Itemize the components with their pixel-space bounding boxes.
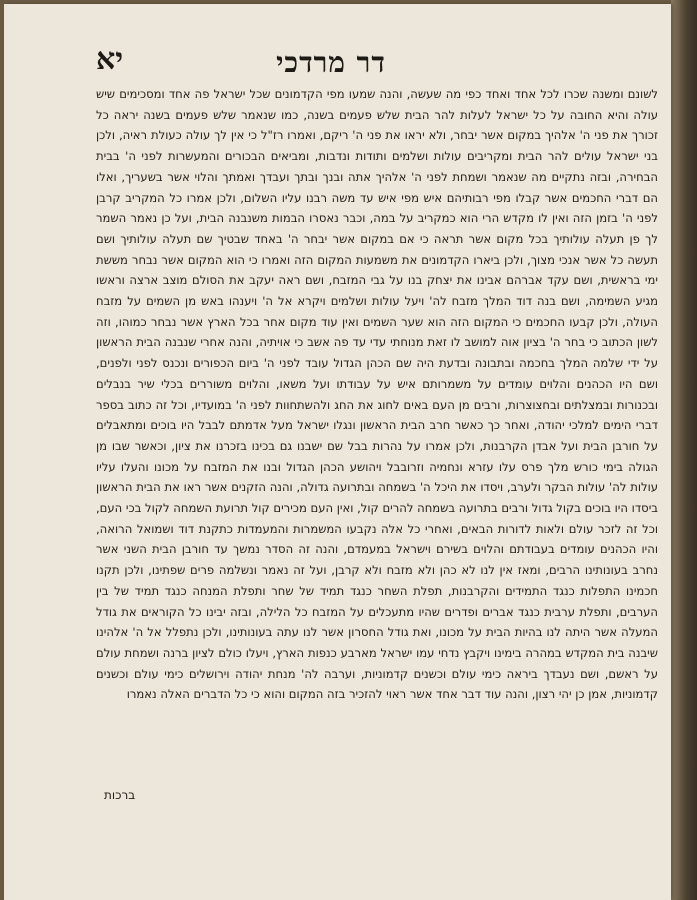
running-head: דר מרדכי	[276, 46, 386, 79]
page-header	[96, 42, 566, 82]
body-paragraph: לשונם ומשנה שכרו לכל אחד ואחד כפי מה שעשה, והנה שמעו מפי הקדמונים שכל ישראל פה אחד ומסכימים שיש עולה והיא החובה על כל ישראל לעלות להר הבית שלש פעמים בשנה, כמו שנאמר שלש פעמים בשנה יראה כל זכורך את פני ה' אלהיך במקום אשר יבחר, ולא יראו את פני ה' ריקם, ואמרו רז"ל כי אין לך עולה כעולת ראיה, ולכן בני ישראל עולים להר הבית ומקריבים עולות ושלמים ותודות ונדבות, ומביאים הבכורים והמעשרות לפני ה' בבית הבחירה, ובזה נתקיים מה שנאמר ושמחת לפני ה' אלהיך אתה ובנך ובתך ועבדך ואמתך והלוי אשר בשעריך, ואלו הם דברי החכמים אשר קבלו מפי רבותיהם איש מפי איש עד משה רבנו עליו השלום, ולכן אמרו כל המקריב קרבן לפני ה' בזמן הזה ואין לו מקדש הרי הוא כמקריב על במה, וכבר נאסרו הבמות משנבנה הבית, ועל כן נאמר השמר לך פן תעלה עולותיך בכל מקום אשר תראה כי אם במקום אשר יבחר ה' באחד שבטיך שם תעלה עולותיך ושם תעשה כל אשר אנכי מצוך, ולכן ביארו הקדמונים את משמעות המקום הזה ואמרו כי הוא המקום אשר נבחר מששת ימי בראשית, ושם עקד אברהם אבינו את יצחק בנו על גבי המזבח, ושם ראה יעקב את הסולם מוצב ארצה וראשו מגיע השמימה, ושם בנה דוד המלך מזבח לה' ויעל עולות ושלמים ויקרא אל ה' ויענהו באש מן השמים על מזבח העולה, ולכן קבעו החכמים כי המקום הזה הוא שער השמים ואין עוד מקום אחר בכל הארץ אשר נבחר כמוהו, וזה לשון הכתוב כי בחר ה' בציון אוה למושב לו זאת מנוחתי עדי עד פה אשב כי אויתיה, והנה אחרי שנבנה הבית הראשון על ידי שלמה המלך בחכמה ובתבונה ובדעת היה שם הכהן הגדול עובד לפני ה' ביום הכפורים ונכנס לפני ולפנים, ושם היו הכהנים והלוים עומדים על משמרותם איש על עבודתו ועל משאו, והלוים משוררים בכלי שיר בנבלים ובכנורות ובמצלתים ובחצוצרות, ורבים מן העם באים לחוג את החג ולהשתחוות לפני ה' במועדיו, וכל זה כתוב בספר דברי הימים למלכי יהודה, ואחר כך כאשר חרב הבית הראשון ונגלו ישראל מעל אדמתם לבבל היו בוכים ומתאבלים על חורבן הבית ועל אבדן הקרבנות, ולכן אמרו על נהרות בבל שם ישבנו גם בכינו בזכרנו את ציון, וכאשר שבו מן הגולה בימי כורש מלך פרס עלו עזרא ונחמיה וזרובבל ויהושע הכהן הגדול ובנו את המזבח על מכונו והעלו עליו עולות לה' עולות הבקר ולערב, ויסדו את היכל ה' בשמחה ובתרועה גדולה, והנה הזקנים אשר ראו את הבית הראשון ביסדו היו בוכים בקול גדול ורבים בתרועה בשמחה להרים קול, ואין העם מכירים קול תרועת השמחה לקול בכי העם, וכל זה לזכר עולם ולאות לדורות הבאים, ואחרי כל אלה נקבעו המשמרות והמעמדות כתקנת דוד ושמואל הרואה, והיו הכהנים עומדים בעבודתם והלוים בשירם וישראל במעמדם, והנה זה הסדר נמשך עד חורבן הבית השני אשר נחרב בעונותינו הרבים, ומאז אין לנו לא כהן ולא מזבח ולא קרבן, ועל זה נאמר ונשלמה פרים שפתינו, ולכן תקנו חכמינו התפלות כנגד התמידים והקרבנות, תפלת השחר כנגד תמיד של שחר ותפלת המנחה כנגד תמיד של בין הערבים, ותפלת ערבית כנגד אברים ופדרים שהיו מתעכלים על המזבח כל הלילה, ובזה יבינו כל הקוראים את גודל המעלה אשר היתה לנו בהיות הבית על מכונו, ואת גודל החסרון אשר לנו עתה בעונותינו, ולכן נתפלל אל ה' אלהינו שיבנה בית המקדש במהרה בימינו ויקבץ נדחי עמו ישראל מארבע כנפות הארץ, ויעלו כולם לציון ברנה ושמחת עולם על ראשם, ושם נעבדך ביראה כימי עולם וכשנים קדמוניות, וערבה לה' מנחת יהודה וירושלים כימי עולם וכשנים קדמוניות, אמן כן יהי רצון, והנה עוד דבר אחד אשר ראוי להזכיר בזה המקום והוא כי כל הדברים האלה נאמרו	[96, 87, 658, 702]
catchword: ברכות	[104, 788, 136, 802]
page-number: יא	[96, 42, 124, 77]
body-text-block	[96, 84, 658, 774]
book-spine-edge	[671, 0, 697, 900]
